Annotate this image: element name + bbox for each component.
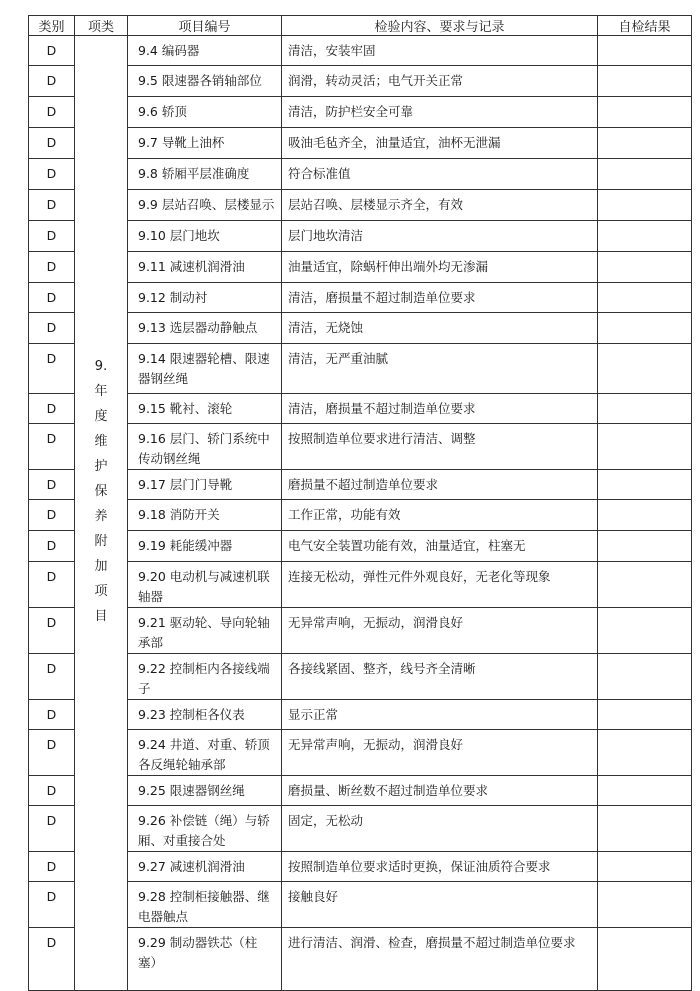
table-row: [29, 36, 692, 66]
type-cell: D: [29, 654, 75, 700]
type-cell: D: [29, 252, 75, 283]
requirement-cell: 磨损量、断丝数不超过制造单位要求: [282, 776, 598, 806]
header-requirement: 检验内容、要求与记录: [282, 16, 598, 36]
category-char: 度: [94, 409, 108, 424]
item-cell: 9.28 控制柜接触器、继电器触点: [128, 882, 282, 928]
type-cell: D: [29, 806, 75, 852]
requirement-cell: 无异常声响，无振动，润滑良好: [282, 608, 598, 654]
item-cell: 9.26 补偿链（绳）与轿厢、对重接合处: [128, 806, 282, 852]
table-row: [29, 97, 692, 128]
result-cell[interactable]: [598, 531, 692, 562]
item-cell: 9.11 减速机润滑油: [128, 252, 282, 283]
item-cell: 9.21 驱动轮、导向轮轴承部: [128, 608, 282, 654]
item-cell: 9.23 控制柜各仪表: [128, 700, 282, 730]
category-char: 维: [94, 434, 108, 449]
result-cell[interactable]: [598, 252, 692, 283]
result-cell[interactable]: [598, 776, 692, 806]
table-row: [29, 531, 692, 562]
item-cell: 9.7 导靴上油杯: [128, 128, 282, 159]
requirement-cell: 接触良好: [282, 882, 598, 928]
result-cell[interactable]: [598, 36, 692, 66]
category-char: 保: [94, 484, 108, 499]
result-cell[interactable]: [598, 500, 692, 531]
result-cell[interactable]: [598, 159, 692, 190]
type-cell: D: [29, 97, 75, 128]
item-cell: 9.19 耗能缓冲器: [128, 531, 282, 562]
category-char: 9.: [94, 359, 108, 374]
type-cell: D: [29, 66, 75, 97]
result-cell[interactable]: [598, 882, 692, 928]
requirement-cell: 油量适宜，除蜗杆伸出端外均无渗漏: [282, 252, 598, 283]
type-cell: D: [29, 852, 75, 882]
type-cell: D: [29, 928, 75, 991]
table-body: [29, 36, 692, 991]
table-row: [29, 66, 692, 97]
type-cell: D: [29, 424, 75, 470]
type-cell: D: [29, 562, 75, 608]
result-cell[interactable]: [598, 608, 692, 654]
table-row: [29, 928, 692, 991]
type-cell: D: [29, 344, 75, 394]
result-cell[interactable]: [598, 424, 692, 470]
category-cell: [75, 36, 128, 991]
table-row: [29, 730, 692, 776]
result-cell[interactable]: [598, 97, 692, 128]
result-cell[interactable]: [598, 190, 692, 221]
requirement-cell: 清洁，无严重油腻: [282, 344, 598, 394]
requirement-cell: 清洁，防护栏安全可靠: [282, 97, 598, 128]
table-row: [29, 562, 692, 608]
category-char: 养: [94, 509, 108, 524]
requirement-cell: 清洁，无烧蚀: [282, 313, 598, 344]
header-result: 自检结果: [598, 16, 692, 36]
type-cell: D: [29, 531, 75, 562]
item-cell: 9.20 电动机与减速机联轴器: [128, 562, 282, 608]
item-cell: 9.22 控制柜内各接线端子: [128, 654, 282, 700]
type-cell: D: [29, 283, 75, 313]
requirement-cell: 按照制造单位要求进行清洁、调整: [282, 424, 598, 470]
requirement-cell: 清洁，安装牢固: [282, 36, 598, 66]
requirement-cell: 吸油毛毡齐全，油量适宜，油杯无泄漏: [282, 128, 598, 159]
item-cell: 9.4 编码器: [128, 36, 282, 66]
result-cell[interactable]: [598, 283, 692, 313]
item-cell: 9.24 井道、对重、轿顶各反绳轮轴承部: [128, 730, 282, 776]
table-row: [29, 882, 692, 928]
table-row: [29, 776, 692, 806]
result-cell[interactable]: [598, 852, 692, 882]
requirement-cell: 按照制造单位要求适时更换，保证油质符合要求: [282, 852, 598, 882]
type-cell: D: [29, 221, 75, 252]
type-cell: D: [29, 190, 75, 221]
result-cell[interactable]: [598, 344, 692, 394]
table-row: [29, 470, 692, 500]
result-cell[interactable]: [598, 66, 692, 97]
result-cell[interactable]: [598, 806, 692, 852]
requirement-cell: 连接无松动，弹性元件外观良好，无老化等现象: [282, 562, 598, 608]
header-item: 项目编号: [128, 16, 282, 36]
table-row: [29, 221, 692, 252]
inspection-table: [28, 15, 692, 991]
item-cell: 9.29 制动器铁芯（柱塞）: [128, 928, 282, 991]
table-row: [29, 608, 692, 654]
category-char: 加: [94, 559, 108, 574]
category-char: 目: [94, 609, 108, 624]
type-cell: D: [29, 700, 75, 730]
table-row: [29, 500, 692, 531]
requirement-cell: 润滑，转动灵活；电气开关正常: [282, 66, 598, 97]
requirement-cell: 清洁，磨损量不超过制造单位要求: [282, 283, 598, 313]
requirement-cell: 层门地坎清洁: [282, 221, 598, 252]
item-cell: 9.8 轿厢平层准确度: [128, 159, 282, 190]
result-cell[interactable]: [598, 394, 692, 424]
table-row: [29, 283, 692, 313]
header-type: 类别: [29, 16, 75, 36]
table-row: [29, 700, 692, 730]
requirement-cell: 磨损量不超过制造单位要求: [282, 470, 598, 500]
requirement-cell: 进行清洁、润滑、检查，磨损量不超过制造单位要求: [282, 928, 598, 991]
table-row: [29, 394, 692, 424]
table-row: [29, 252, 692, 283]
table-row: [29, 806, 692, 852]
requirement-cell: 固定，无松动: [282, 806, 598, 852]
item-cell: 9.27 减速机润滑油: [128, 852, 282, 882]
result-cell[interactable]: [598, 470, 692, 500]
item-cell: 9.14 限速器轮槽、限速器钢丝绳: [128, 344, 282, 394]
result-cell[interactable]: [598, 654, 692, 700]
item-cell: 9.6 轿顶: [128, 97, 282, 128]
type-cell: D: [29, 500, 75, 531]
category-char: 护: [94, 459, 108, 474]
type-cell: D: [29, 394, 75, 424]
item-cell: 9.16 层门、轿门系统中传动钢丝绳: [128, 424, 282, 470]
result-cell[interactable]: [598, 928, 692, 991]
result-cell[interactable]: [598, 128, 692, 159]
category-label: [75, 36, 127, 629]
requirement-cell: 电气安全装置功能有效，油量适宜，柱塞无: [282, 531, 598, 562]
requirement-cell: 工作正常，功能有效: [282, 500, 598, 531]
item-cell: 9.18 消防开关: [128, 500, 282, 531]
item-cell: 9.9 层站召唤、层楼显示: [128, 190, 282, 221]
type-cell: D: [29, 470, 75, 500]
table-row: [29, 313, 692, 344]
requirement-cell: 无异常声响，无振动，润滑良好: [282, 730, 598, 776]
item-cell: 9.25 限速器钢丝绳: [128, 776, 282, 806]
table-row: [29, 344, 692, 394]
type-cell: D: [29, 128, 75, 159]
table-row: [29, 852, 692, 882]
requirement-cell: 显示正常: [282, 700, 598, 730]
result-cell[interactable]: [598, 313, 692, 344]
item-cell: 9.17 层门门导靴: [128, 470, 282, 500]
type-cell: D: [29, 159, 75, 190]
table-row: [29, 190, 692, 221]
category-char: 附: [94, 534, 108, 549]
header-row: [29, 16, 692, 36]
item-cell: 9.15 靴衬、滚轮: [128, 394, 282, 424]
item-cell: 9.5 限速器各销轴部位: [128, 66, 282, 97]
requirement-cell: 符合标准值: [282, 159, 598, 190]
requirement-cell: 清洁，磨损量不超过制造单位要求: [282, 394, 598, 424]
result-cell[interactable]: [598, 562, 692, 608]
table-row: [29, 654, 692, 700]
type-cell: D: [29, 608, 75, 654]
header-category: 项类: [75, 16, 128, 36]
result-cell[interactable]: [598, 730, 692, 776]
category-char: 年: [94, 384, 108, 399]
result-cell[interactable]: [598, 221, 692, 252]
type-cell: D: [29, 313, 75, 344]
category-char: 项: [94, 584, 108, 599]
type-cell: D: [29, 882, 75, 928]
result-cell[interactable]: [598, 700, 692, 730]
item-cell: 9.12 制动衬: [128, 283, 282, 313]
item-cell: 9.10 层门地坎: [128, 221, 282, 252]
type-cell: D: [29, 36, 75, 66]
table-row: [29, 159, 692, 190]
type-cell: D: [29, 730, 75, 776]
item-cell: 9.13 选层器动静触点: [128, 313, 282, 344]
type-cell: D: [29, 776, 75, 806]
requirement-cell: 层站召唤、层楼显示齐全，有效: [282, 190, 598, 221]
table-row: [29, 424, 692, 470]
requirement-cell: 各接线紧固、整齐，线号齐全清晰: [282, 654, 598, 700]
table-row: [29, 128, 692, 159]
